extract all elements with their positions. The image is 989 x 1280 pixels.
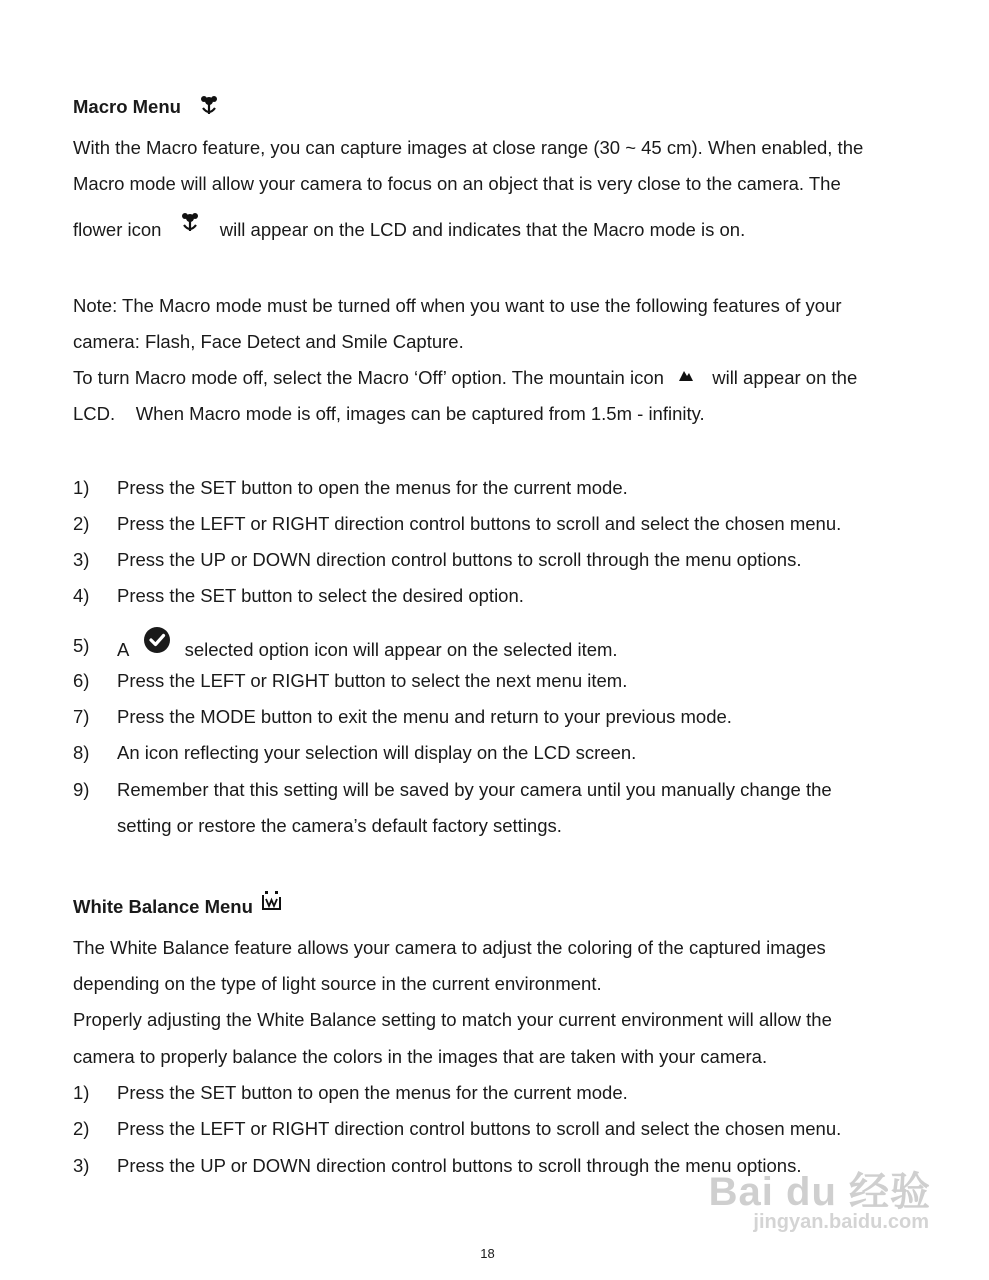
step-text: Press the LEFT or RIGHT direction control buttons to scroll and select the chosen menu. (117, 513, 842, 534)
step-number: 5) (73, 635, 90, 656)
check-circle-icon (143, 626, 171, 660)
wb-paragraph-line: Properly adjusting the White Balance setting to match your current environment will allow the (73, 1009, 832, 1030)
watermark-logo: Bai du 经验 (708, 1170, 931, 1214)
step-number: 1) (73, 1082, 90, 1103)
step-text: Press the LEFT or RIGHT button to select the next menu item. (117, 670, 628, 691)
step-text: Press the SET button to open the menus for the current mode. (117, 1082, 628, 1103)
step-number: 8) (73, 742, 90, 763)
macro-paragraph-line (73, 217, 745, 245)
step-text: An icon reflecting your selection will display on the LCD screen. (117, 742, 637, 763)
step-text: Press the LEFT or RIGHT direction control buttons to scroll and select the chosen menu. (117, 1118, 842, 1139)
mountain-icon (679, 363, 693, 387)
step-number: 3) (73, 549, 90, 570)
text-fragment: will appear on the (712, 367, 858, 388)
macro-paragraph-line: With the Macro feature, you can capture images at close range (30 ~ 45 cm). When enabled, the (73, 137, 864, 158)
note-line: Note: The Macro mode must be turned off when you want to use the following features of your (73, 295, 842, 316)
white-balance-title: White Balance Menu (73, 896, 253, 917)
step-text: Press the MODE button to exit the menu and return to your previous mode. (117, 706, 732, 727)
step-text: Press the SET button to select the desired option. (117, 585, 524, 606)
wb-paragraph-line: camera to properly balance the colors in the images that are taken with your camera. (73, 1046, 768, 1067)
step-text: Remember that this setting will be saved by your camera until you manually change the (117, 779, 832, 800)
step-number: 7) (73, 706, 90, 727)
page-number: 18 (480, 1246, 495, 1261)
step-text: Press the SET button to open the menus for the current mode. (117, 477, 628, 498)
macro-heading (73, 94, 220, 122)
macro-title: Macro Menu (73, 95, 181, 117)
text-fragment: To turn Macro mode off, select the Macro ‘Off’ option. The mountain icon (73, 367, 664, 388)
white-balance-icon (260, 891, 282, 917)
white-balance-heading (73, 895, 282, 921)
step-number: 9) (73, 779, 90, 800)
text-fragment: A (117, 638, 129, 660)
macro-paragraph-line: Macro mode will allow your camera to focus on an object that is very close to the camera. The (73, 173, 841, 194)
flower-icon (179, 211, 201, 239)
step-text (117, 634, 618, 668)
step-text: Press the UP or DOWN direction control buttons to scroll through the menu options. (117, 549, 802, 570)
step-number: 4) (73, 585, 90, 606)
macro-off-line: LCD. When Macro mode is off, images can be captured from 1.5m - infinity. (73, 403, 705, 424)
step-text-continued: setting or restore the camera’s default factory settings. (117, 815, 562, 836)
step-number: 2) (73, 1118, 90, 1139)
wb-paragraph-line: depending on the type of light source in the current environment. (73, 973, 602, 994)
step-number: 1) (73, 477, 90, 498)
step-number: 2) (73, 513, 90, 534)
text-fragment: flower icon (73, 218, 162, 240)
text-fragment: will appear on the LCD and indicates that the Macro mode is on. (219, 218, 746, 240)
step-text: Press the UP or DOWN direction control buttons to scroll through the menu options. (117, 1155, 802, 1176)
text-fragment: selected option icon will appear on the selected item. (184, 638, 618, 660)
step-number: 6) (73, 670, 90, 691)
step-number: 3) (73, 1155, 90, 1176)
wb-paragraph-line: The White Balance feature allows your camera to adjust the coloring of the captured images (73, 937, 826, 958)
flower-icon (198, 94, 220, 122)
note-line: camera: Flash, Face Detect and Smile Capture. (73, 331, 464, 352)
watermark-url: jingyan.baidu.com (753, 1211, 929, 1233)
macro-off-line (73, 366, 857, 391)
